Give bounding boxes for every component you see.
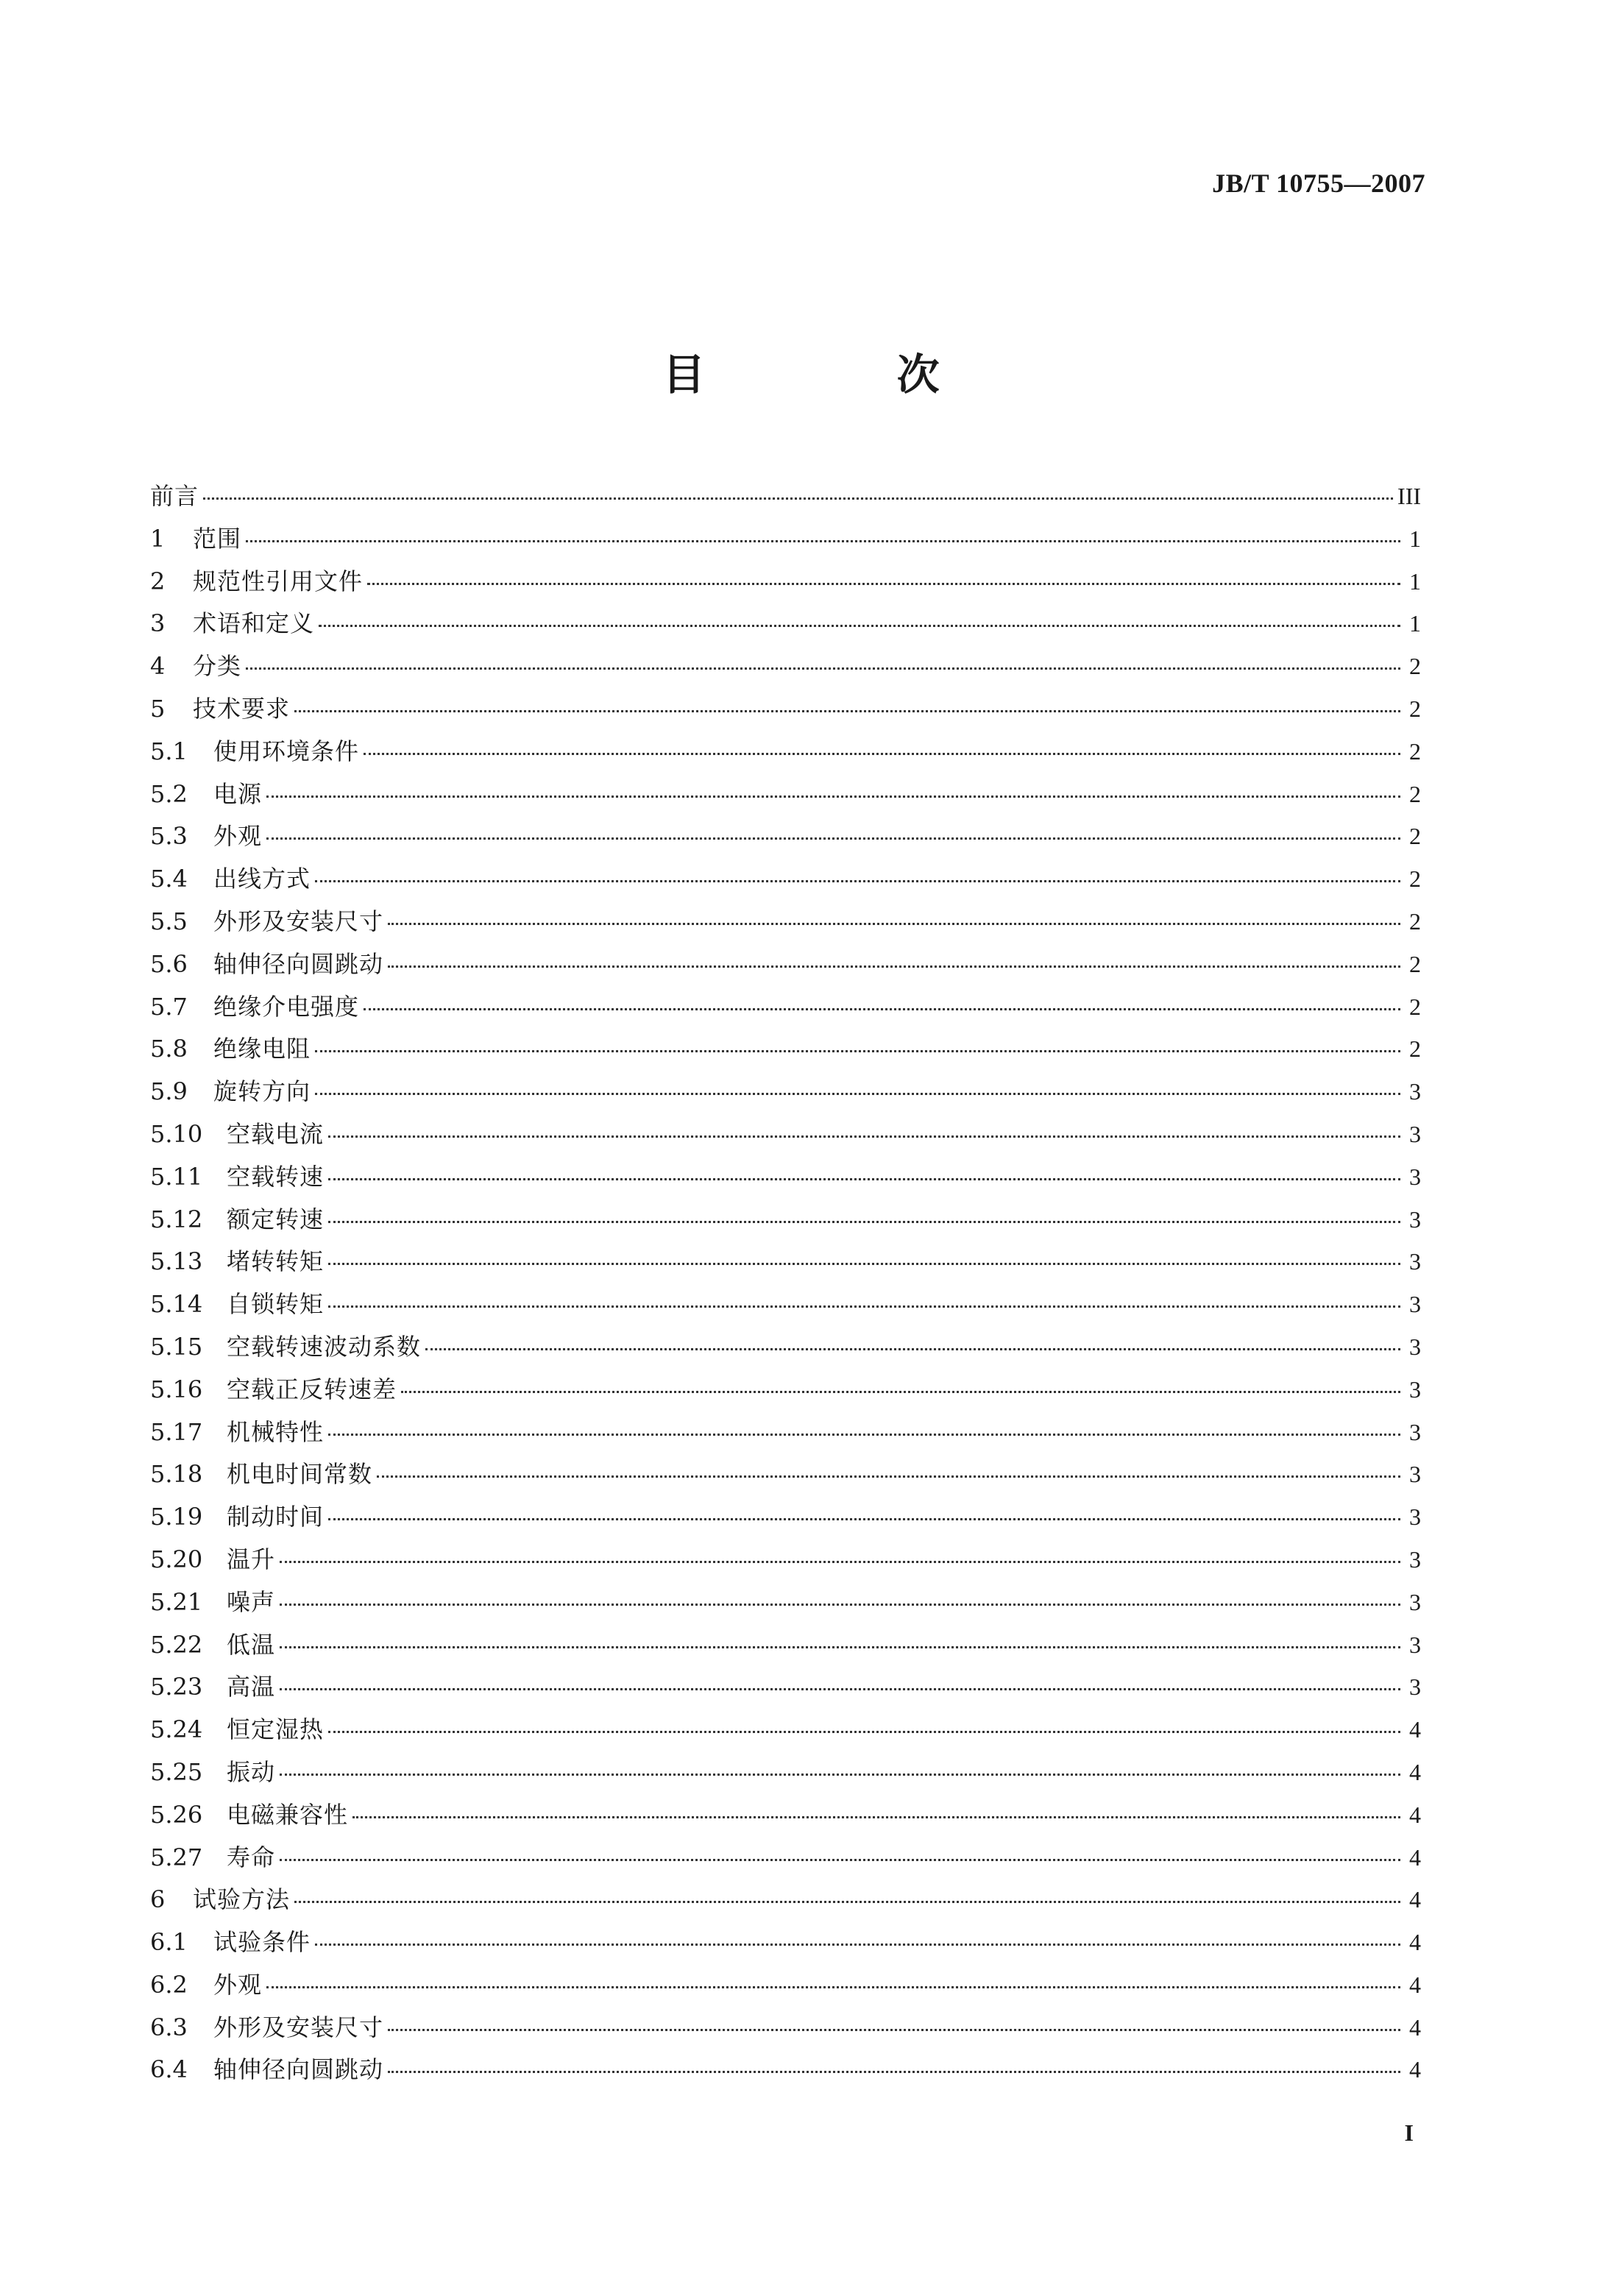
- toc-entry[interactable]: [150, 475, 1421, 518]
- toc-entry[interactable]: [150, 2049, 1421, 2091]
- dot-leader: [319, 625, 1400, 627]
- toc-entry-page: 3: [1409, 1248, 1421, 1275]
- toc-entry[interactable]: [150, 1496, 1421, 1539]
- toc-entry-number: 5.3: [150, 822, 188, 851]
- toc-entry-label: 低温: [227, 1630, 276, 1659]
- toc-entry[interactable]: [150, 1709, 1421, 1751]
- toc-entry-page: 4: [1409, 1929, 1421, 1956]
- toc-entry-page: 2: [1409, 780, 1421, 807]
- toc-entry-number: 5.8: [150, 1035, 188, 1063]
- toc-entry-page: 2: [1409, 823, 1421, 850]
- dot-leader: [328, 1135, 1400, 1138]
- dot-leader: [388, 2029, 1400, 2031]
- toc-entry-label: 额定转速: [227, 1205, 325, 1233]
- dot-leader: [388, 2071, 1400, 2073]
- toc-entry-number: 5.2: [150, 779, 188, 808]
- toc-entry-label: 空载正反转速差: [227, 1375, 397, 1403]
- toc-entry-page: 3: [1409, 1631, 1421, 1658]
- toc-entry-label: 外形及安装尺寸: [213, 2013, 384, 2041]
- dot-leader: [328, 1263, 1400, 1265]
- dot-leader: [328, 1731, 1400, 1733]
- toc-entry-page: 2: [1409, 907, 1421, 935]
- toc-entry-number: 5.17: [150, 1417, 203, 1446]
- toc-entry-number: 5.11: [150, 1162, 203, 1191]
- dot-leader: [280, 1859, 1400, 1861]
- toc-entry-label: 制动时间: [227, 1503, 325, 1531]
- dot-leader: [266, 796, 1400, 798]
- toc-entry-page: 2: [1409, 695, 1421, 722]
- dot-leader: [294, 710, 1400, 712]
- toc-entry-label: 自锁转矩: [227, 1290, 325, 1319]
- toc-entry-number: 5.27: [150, 1843, 203, 1871]
- toc-entry-page: 3: [1409, 1588, 1421, 1615]
- dot-leader: [328, 1178, 1400, 1180]
- toc-entry[interactable]: [150, 1199, 1421, 1241]
- toc-entry-label: 空载转速波动系数: [227, 1332, 422, 1361]
- toc-entry-label: 技术要求: [193, 694, 291, 723]
- dot-leader: [280, 1688, 1400, 1690]
- toc-entry-number: 5.6: [150, 949, 188, 978]
- toc-entry-number: 5.10: [150, 1119, 203, 1148]
- toc-entry-page: 3: [1409, 1120, 1421, 1147]
- toc-entry[interactable]: [150, 688, 1421, 731]
- toc-entry[interactable]: [150, 1453, 1421, 1496]
- dot-leader: [364, 753, 1400, 755]
- toc-entry[interactable]: [150, 773, 1421, 816]
- toc-entry-number: 6.1: [150, 1928, 188, 1957]
- toc-entry-label: 外观: [213, 1970, 263, 1999]
- dot-leader: [328, 1305, 1400, 1308]
- dot-leader: [425, 1348, 1400, 1350]
- toc-entry-label: 恒定湿热: [227, 1715, 325, 1744]
- toc-entry-page: 4: [1409, 1716, 1421, 1743]
- toc-entry-label: 外形及安装尺寸: [213, 907, 384, 935]
- toc-entry[interactable]: [150, 1539, 1421, 1581]
- toc-entry-page: 1: [1409, 525, 1421, 552]
- toc-entry[interactable]: [150, 1071, 1421, 1113]
- toc-entry-page: 4: [1409, 1886, 1421, 1913]
- dot-leader: [246, 540, 1400, 542]
- toc-entry-label: 振动: [227, 1757, 276, 1786]
- toc-entry-number: 5.5: [150, 907, 188, 935]
- dot-leader: [328, 1518, 1400, 1520]
- toc-entry[interactable]: [150, 1156, 1421, 1199]
- toc-entry-label: 噪声: [227, 1587, 276, 1616]
- toc-entry-page: 4: [1409, 2013, 1421, 2041]
- toc-entry-label: 温升: [227, 1545, 276, 1573]
- toc-entry-number: 5.7: [150, 992, 188, 1021]
- toc-entry-number: 6.4: [150, 2055, 188, 2084]
- toc-entry-page: 3: [1409, 1418, 1421, 1445]
- dot-leader: [377, 1475, 1400, 1478]
- toc-entry-number: 6: [150, 1885, 166, 1914]
- toc-entry[interactable]: [150, 901, 1421, 943]
- toc-entry-number: 5.12: [150, 1205, 203, 1233]
- toc-entry-page: 3: [1409, 1205, 1421, 1233]
- toc-entry-number: 6.3: [150, 2013, 188, 2041]
- table-of-contents: [150, 475, 1421, 2091]
- toc-entry-label: 分类: [193, 652, 242, 681]
- toc-entry-page: 4: [1409, 2056, 1421, 2083]
- dot-leader: [315, 1944, 1400, 1946]
- toc-entry-number: 5.25: [150, 1757, 203, 1786]
- toc-entry-page: 3: [1409, 1673, 1421, 1701]
- toc-entry[interactable]: [150, 1411, 1421, 1454]
- toc-entry[interactable]: [150, 1751, 1421, 1794]
- toc-title: 目 次: [662, 350, 1028, 400]
- toc-entry-label: 电磁兼容性: [227, 1800, 349, 1829]
- toc-entry-page: 3: [1409, 1461, 1421, 1488]
- page-number: I: [1404, 2119, 1414, 2146]
- toc-entry-label: 出线方式: [213, 865, 311, 893]
- toc-entry-label: 规范性引用文件: [193, 567, 364, 595]
- toc-entry-label: 轴伸径向圆跳动: [213, 2055, 384, 2084]
- toc-entry-number: 5.18: [150, 1460, 203, 1489]
- toc-entry-label: 术语和定义: [193, 609, 315, 638]
- toc-entry-number: 5.24: [150, 1715, 203, 1744]
- toc-entry-label: 轴伸径向圆跳动: [213, 949, 384, 978]
- toc-entry[interactable]: [150, 1794, 1421, 1837]
- toc-entry-number: 5.14: [150, 1290, 203, 1319]
- toc-entry-number: 5.1: [150, 737, 188, 765]
- toc-entry[interactable]: [150, 603, 1421, 645]
- toc-entry-label: 旋转方向: [213, 1077, 311, 1106]
- toc-entry[interactable]: [150, 561, 1421, 603]
- toc-entry[interactable]: [150, 1028, 1421, 1071]
- toc-entry-label: 外观: [213, 822, 263, 851]
- toc-entry-page: 3: [1409, 1163, 1421, 1190]
- toc-entry-label: 试验方法: [193, 1885, 291, 1914]
- toc-entry-page: 2: [1409, 1035, 1421, 1063]
- toc-entry-label: 机电时间常数: [227, 1460, 373, 1489]
- toc-entry[interactable]: [150, 1326, 1421, 1369]
- toc-entry-number: 1: [150, 524, 166, 553]
- toc-entry-number: 5.9: [150, 1077, 188, 1106]
- toc-entry-page: 3: [1409, 1333, 1421, 1360]
- toc-entry-label: 范围: [193, 524, 242, 553]
- toc-entry-label: 空载转速: [227, 1162, 325, 1191]
- toc-entry[interactable]: [150, 1369, 1421, 1411]
- toc-entry[interactable]: [150, 858, 1421, 901]
- toc-entry[interactable]: [150, 1837, 1421, 1879]
- toc-entry-number: 3: [150, 609, 166, 638]
- toc-entry-label: 试验条件: [213, 1928, 311, 1957]
- toc-entry-page: 2: [1409, 993, 1421, 1020]
- toc-entry[interactable]: [150, 645, 1421, 688]
- toc-entry-number: 4: [150, 652, 166, 681]
- toc-entry[interactable]: [150, 2007, 1421, 2049]
- toc-entry[interactable]: [150, 518, 1421, 561]
- dot-leader: [266, 837, 1400, 840]
- toc-entry-number: 5.15: [150, 1332, 203, 1361]
- dot-leader: [352, 1816, 1400, 1818]
- toc-entry-label: 绝缘电阻: [213, 1035, 311, 1063]
- toc-entry-page: 2: [1409, 737, 1421, 765]
- toc-entry-page: 2: [1409, 865, 1421, 893]
- toc-entry[interactable]: [150, 986, 1421, 1029]
- toc-entry-page: 4: [1409, 1971, 1421, 1998]
- toc-entry[interactable]: [150, 1113, 1421, 1156]
- toc-entry[interactable]: [150, 1879, 1421, 1921]
- toc-entry[interactable]: [150, 731, 1421, 773]
- dot-leader: [246, 667, 1400, 670]
- dot-leader: [203, 497, 1393, 500]
- dot-leader: [315, 1050, 1400, 1052]
- toc-entry-number: 5.19: [150, 1503, 203, 1531]
- toc-entry-page: 4: [1409, 1801, 1421, 1828]
- toc-entry-page: 3: [1409, 1078, 1421, 1105]
- toc-entry-page: 4: [1409, 1758, 1421, 1785]
- dot-leader: [280, 1774, 1400, 1776]
- dot-leader: [315, 880, 1400, 882]
- toc-entry[interactable]: [150, 815, 1421, 858]
- toc-entry-number: 5.21: [150, 1587, 203, 1616]
- toc-entry-label: 前言: [150, 482, 199, 510]
- document-code: JB/T 10755—2007: [1212, 169, 1425, 198]
- dot-leader: [388, 965, 1400, 968]
- toc-entry-page: 1: [1409, 610, 1421, 637]
- toc-entry-label: 绝缘介电强度: [213, 992, 360, 1021]
- toc-entry-label: 堵转转矩: [227, 1247, 325, 1276]
- toc-entry[interactable]: [150, 1283, 1421, 1326]
- toc-entry-label: 寿命: [227, 1843, 276, 1871]
- toc-entry-page: 1: [1409, 567, 1421, 595]
- toc-entry-label: 使用环境条件: [213, 737, 360, 765]
- dot-leader: [280, 1604, 1400, 1606]
- dot-leader: [401, 1391, 1400, 1393]
- toc-entry-label: 高温: [227, 1673, 276, 1701]
- dot-leader: [364, 1008, 1400, 1010]
- toc-entry-label: 机械特性: [227, 1417, 325, 1446]
- toc-entry-number: 5.4: [150, 865, 188, 893]
- toc-entry-number: 5.23: [150, 1673, 203, 1701]
- toc-entry-label: 空载电流: [227, 1119, 325, 1148]
- toc-entry-label: 电源: [213, 779, 263, 808]
- toc-entry-page: 2: [1409, 653, 1421, 680]
- dot-leader: [315, 1093, 1400, 1095]
- dot-leader: [280, 1561, 1400, 1563]
- dot-leader: [328, 1221, 1400, 1223]
- toc-entry[interactable]: [150, 1964, 1421, 2007]
- toc-entry-number: 5.20: [150, 1545, 203, 1573]
- toc-entry-number: 5.13: [150, 1247, 203, 1276]
- dot-leader: [388, 923, 1400, 925]
- toc-entry-page: 3: [1409, 1545, 1421, 1573]
- toc-entry[interactable]: [150, 943, 1421, 986]
- toc-entry[interactable]: [150, 1624, 1421, 1667]
- toc-entry-number: 6.2: [150, 1970, 188, 1999]
- toc-entry-page: III: [1397, 483, 1421, 509]
- toc-entry-page: 2: [1409, 950, 1421, 977]
- dot-leader: [280, 1646, 1400, 1648]
- toc-entry[interactable]: [150, 1581, 1421, 1624]
- toc-entry-page: 3: [1409, 1375, 1421, 1403]
- dot-leader: [266, 1986, 1400, 1988]
- toc-entry[interactable]: [150, 1241, 1421, 1283]
- toc-entry-page: 4: [1409, 1843, 1421, 1871]
- toc-entry[interactable]: [150, 1666, 1421, 1709]
- toc-entry[interactable]: [150, 1921, 1421, 1964]
- dot-leader: [328, 1434, 1400, 1436]
- toc-entry-page: 3: [1409, 1503, 1421, 1531]
- toc-entry-number: 5: [150, 694, 166, 723]
- toc-entry-number: 2: [150, 567, 166, 595]
- toc-entry-number: 5.26: [150, 1800, 203, 1829]
- dot-leader: [294, 1901, 1400, 1903]
- toc-entry-number: 5.16: [150, 1375, 203, 1403]
- dot-leader: [367, 583, 1400, 585]
- toc-entry-page: 3: [1409, 1291, 1421, 1318]
- toc-entry-number: 5.22: [150, 1630, 203, 1659]
